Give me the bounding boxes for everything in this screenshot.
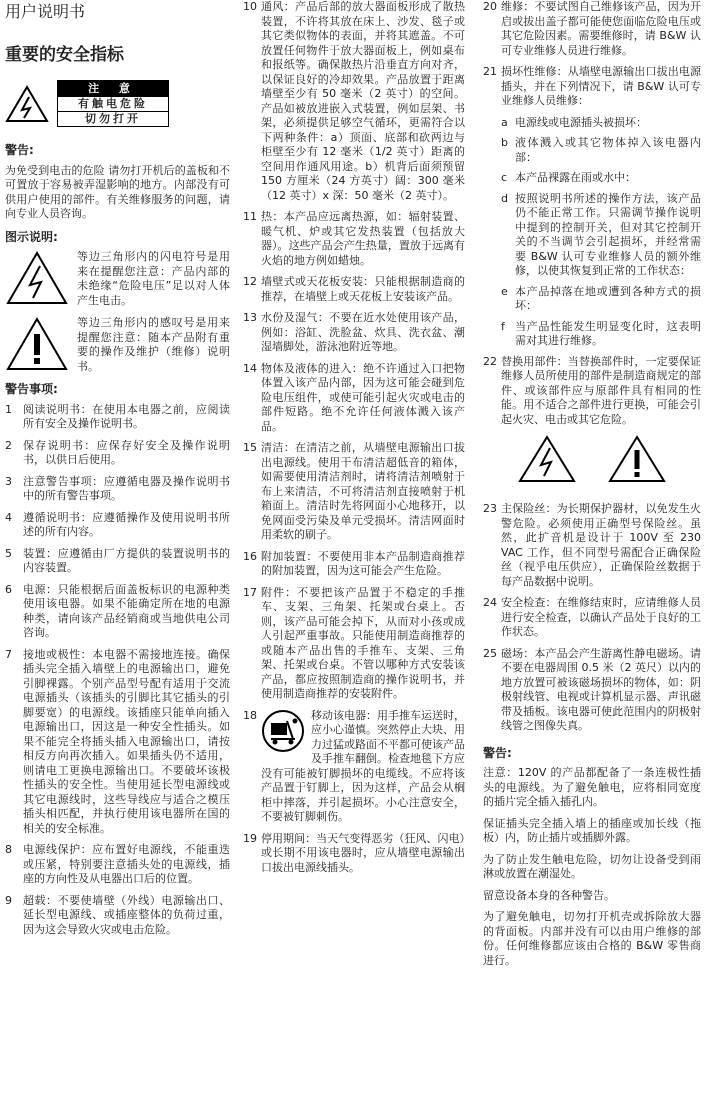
list-item <box>5 894 230 938</box>
exclamation-triangle-icon <box>5 316 69 372</box>
item-text: 遵循说明书：应遵循操作及使用说明书所述的所有内容。 <box>23 510 230 538</box>
item-number: 16 <box>243 549 257 563</box>
item-number: 24 <box>483 596 497 609</box>
list-item <box>5 439 230 468</box>
list-item <box>243 550 465 579</box>
item-text: 物体及液体的进入：绝不许通过入口把物体置入该产品内部，因为这可能会碰到危险电压组件，或使可能引起火灾或电击的部件短路。绝不允许任何液体溅入该产品。 <box>261 361 465 433</box>
list-item <box>483 647 701 734</box>
list-item <box>243 210 465 268</box>
item-number: 23 <box>483 502 497 515</box>
item-number: 15 <box>243 441 257 454</box>
list-item <box>5 843 230 887</box>
item-text: 电源：只能根据后面盖板标识的电源种类使用该电器。如果不能确定所在地的电源种类，请向该产品经销商或当地供电公司咨询。 <box>23 582 230 639</box>
item-number: 8 <box>5 843 12 856</box>
list-item <box>5 511 230 540</box>
warning-paragraph: 保证插头完全插入墙上的插座或加长线（拖板）内，防止插片或插脚外露。 <box>483 816 701 844</box>
list-item <box>5 403 230 432</box>
sub-letter: d <box>501 191 508 205</box>
item-text: 通风：产品后部的放大器面板形成了散热装置，不许将其放在床上、沙发、毯子或其它类似物体的表面，并将其遮盖。不可放置任何物件于放大器面板上，例如桌布和报纸等。确保散热片沿垂直方向对齐，以保证良好的冷却效果。产品放置于距离墙壁至少有 50 毫米（2 英寸）的空间。产品如被放进嵌入式装置，例如层架、书架，必须提供足够空气循环，更需符合以下两种条件：a）顶面、底部和砍两边与柜壁至少有 12 毫米（1/2 英寸）距离的空间用作通风用途。b）机背后面须预留 150 方厘米（24 方英寸）阔：300 毫米（12 英寸）x 深：50 毫米（2 英寸）。 <box>261 0 465 202</box>
item-number: 4 <box>5 510 12 524</box>
item-number: 11 <box>243 210 257 223</box>
item-text: 维修：不要试图自己维修该产品，因为开启或拔出盖子都可能使您面临危险电压或其它危险因素。需要维修时，请 B&W 认可专业维修人员进行维修。 <box>501 0 701 57</box>
item-number: 2 <box>5 438 12 452</box>
list-item <box>243 441 465 543</box>
sub-text: 液体溅入或其它物体掉入该电器内部： <box>515 136 701 164</box>
item-text: 损坏性维修：从墙壁电源输出口拔出电源插头，并在下列情况下，请 B&W 认可专业维修人员维修： <box>501 65 701 107</box>
column-3 <box>483 0 701 975</box>
sub-text: 电源线或电源插头被损坏： <box>515 115 647 129</box>
legend-lightning-text: 等边三角形内的闪电符号是用来在提醒您注意：产品内部的未绝缘“危险电压”足以对人体产生电击。 <box>77 250 230 307</box>
item-number: 6 <box>5 582 12 596</box>
item-number: 13 <box>243 311 257 324</box>
lightning-triangle-icon <box>517 434 577 484</box>
sub-letter: b <box>501 136 508 149</box>
warning-paragraph: 为了防止发生触电危险，切勿让设备受到雨淋或放置在潮湿处。 <box>483 852 701 880</box>
sub-item <box>501 320 701 349</box>
caution-label-box <box>57 80 169 127</box>
item-text: 注意警告事项：应遵循电器及操作说明书中的所有警告事项。 <box>23 474 230 502</box>
item-text: 主保险丝：为长期保护器材，以免发生火警危险。必须使用正确型号保险丝。虽然，此扩音机是设计于 100V 至 230 VAC 工作，但不同型号需配合正确保险丝（视乎电压供应），正确保险丝数据于每产品数据中说明。 <box>501 502 701 588</box>
list-item <box>243 311 465 355</box>
legend-heading: 图示说明: <box>5 229 58 244</box>
warning-heading: 警告: <box>483 745 512 760</box>
item-number: 9 <box>5 893 12 907</box>
legend-exclamation <box>5 316 230 374</box>
item-text: 停用期间：当天气变得恶劣（狂风、闪电）或长期不用该电器时，应从墙壁电源输出口拔出电源线插头。 <box>261 831 465 874</box>
list-item <box>5 475 230 504</box>
warning-paragraph: 为了避免触电，切勿打开机壳或拆除放大器的背面板。内部并没有可以由用户维修的部份。任何维修都应该由合格的 B&W 零售商进行。 <box>483 910 701 967</box>
warning-heading: 警告: <box>5 143 34 157</box>
item-number: 21 <box>483 65 497 78</box>
list-item <box>243 362 465 435</box>
item-text: 附加装置：不要使用非本产品制造商推荐的附加装置，因为这可能会产生危险。 <box>261 549 465 577</box>
item-number: 20 <box>483 0 497 13</box>
item-text: 热：本产品应远离热源，如：辐射装置、暖气机、炉或其它发热装置（包括放大器）。这些产品会产生热量，置放于远离有火焰的地方例如蜡烛。 <box>261 210 465 267</box>
item-number: 14 <box>243 361 257 375</box>
sub-text: 本产品裸露在雨或水中： <box>515 171 636 184</box>
item-text: 墙壁式或天花板安装：只能根据制造商的推荐，在墙壁上或天花板上安装该产品。 <box>261 275 465 303</box>
sub-item <box>501 171 701 186</box>
item-text: 附件：不要把该产品置于不稳定的手推车、支架、三角架、托架或台桌上。否则，该产品可能会掉下，从而对小孩或成人引起严重事故。只能使用制造商推荐的或随本产品出售的手推车、支架、三角架、托架或台桌。不管以哪种方式安装该产品，都应按照制造商的操作说明书，并使用制造商推荐的安装附件。 <box>261 585 465 700</box>
sub-letter: c <box>501 171 508 184</box>
exclamation-triangle-icon <box>607 434 667 484</box>
legend-lightning <box>5 250 230 308</box>
item-text: 保存说明书：应保存好安全及操作说明书，以供日后使用。 <box>23 438 230 466</box>
sub-item <box>501 136 701 165</box>
item-text: 磁场：本产品会产生游离性静电磁场。请不要在电器周围 0.5 米（2 英尺）以内的地方放置可被该磁场损坏的物体，如：阴极射线管、电视或计算机显示器、声讯磁带及插板。该电器可使此范围内的阴极射线管之图像失真。 <box>501 646 701 732</box>
item-text: 阅读说明书：在使用本电器之前，应阅读所有安全及操作说明书。 <box>23 402 230 430</box>
sub-item <box>501 192 701 279</box>
item-text: 水份及湿气：不要在近水处使用该产品，例如：浴缸、洗脸盆、炊具、洗衣盆、潮湿墙脚处，游泳池附近等地。 <box>261 311 465 353</box>
list-item <box>483 65 701 109</box>
document-title: 用户说明书 <box>5 2 86 21</box>
sub-item <box>501 285 701 314</box>
warning-symbols <box>483 434 701 484</box>
item-number: 17 <box>243 585 257 599</box>
column-1 <box>5 0 230 944</box>
sub-text: 按照说明书所述的操作方法，该产品仍不能正常工作。只需调节操作说明中提到的控制开关，但对其它控制开关的不当调节会引起损坏，并经常需要 B&W 认可专业维修人员的额外维修，以使其恢复到正常的工作状态： <box>515 191 701 277</box>
item-number: 5 <box>5 546 12 560</box>
item-number: 1 <box>5 402 12 416</box>
caution-block <box>5 80 230 127</box>
caution-line-2: 切勿打开 <box>58 111 168 126</box>
list-item <box>243 586 465 702</box>
list-item <box>483 355 701 428</box>
list-item <box>5 547 230 576</box>
lightning-triangle-icon <box>5 85 49 123</box>
page-heading: 重要的安全指标 <box>5 45 124 65</box>
caution-line-1: 有触电危险 <box>78 97 148 110</box>
warning-text: 为免受到电击的危险 请勿打开机后的盖板和不可置放于容易被弄湿影响的地方。内部没有可供用户使用的部件。有关维修服务的问题，请向专业人员咨询。 <box>5 163 230 220</box>
item-number: 18 <box>243 708 257 722</box>
lightning-triangle-icon <box>5 250 69 306</box>
item-text: 装置：应遵循由厂方提供的装置说明书的内容装置。 <box>23 546 230 574</box>
item-text: 替换用部件：当替换部件时，一定要保证维修人员所使用的部件是制造商规定的部件、或该部件应与原部件具有相同的性能。用不适合之部件进行更换，可能会引起火灾、电击或其它危险。 <box>501 354 701 426</box>
cart-warning-icon <box>261 709 305 753</box>
item-text: 超载：不要使墙壁（外线）电源输出口、延长型电源线、或插座整体的负荷过重，因为这会导致火灾或电击危险。 <box>23 893 230 936</box>
item-number: 22 <box>483 354 497 368</box>
sub-letter: e <box>501 284 508 298</box>
list-item <box>483 596 701 640</box>
sub-text: 本产品掉落在地或遭到各种方式的损坏： <box>515 284 701 312</box>
legend-exclamation-text: 等边三角形内的感叹号是用来提醒您注意：随本产品附有重要的操作及维护（维修）说明书。 <box>77 316 230 373</box>
sub-letter: a <box>501 115 508 129</box>
item-number: 10 <box>243 0 257 13</box>
list-item <box>5 648 230 837</box>
warning-paragraph: 留意设备本身的各种警告。 <box>483 888 615 902</box>
item-number: 25 <box>483 646 497 660</box>
item-text: 电源线保护：应布置好电源线，不能重迭或压紧，特别要注意插头处的电源线，插座的方向性及从电器出口后的位置。 <box>23 843 230 885</box>
list-item <box>5 583 230 641</box>
list-item <box>243 709 465 825</box>
notes-heading: 警告事项: <box>5 382 58 396</box>
list-item <box>243 0 465 203</box>
item-text: 清洁：在清洁之前，从墙壁电源输出口拔出电源线。使用干布清洁超低音的箱体，如需要使用清洁剂时，请将清洁剂喷射于布上来清洁，不可将清洁剂直接喷射于机箱面上。清洁时先将网面小心地移开，以免网面受污染及单元受损坏。清洁网面时用柔软的刷子。 <box>261 441 465 541</box>
column-2 <box>243 0 465 882</box>
list-item <box>243 275 465 304</box>
sub-letter: f <box>501 319 505 333</box>
item-text: 接地或极性：本电器不需接地连接。确保插头完全插入墙壁上的电源输出口，避免引脚裸露。个别产品型号配有适用于交流电源插头（该插头的引脚比其它插头的引脚要宽）的电源线。该插座只能单向插入电源输出口，因这是一种安全性插头。如果不能完全将插头插入电源输出口，请按相反方向再次插入。如果插头仍不适用，则请电工更换电源输出口。不要破坏该极性插头的安全性。当使用延长型电源线或其它电源线时，这些导线应与适合之模压插头相匹配，并执行使用该电器所在国的相关的安全标准。 <box>23 647 230 835</box>
list-item <box>243 832 465 876</box>
caution-label: 注 意 <box>58 81 168 97</box>
item-number: 12 <box>243 275 257 288</box>
item-text: 安全检查：在维修结束时，应请维修人员进行安全检查，以确认产品处于良好的工作状态。 <box>501 596 701 638</box>
sub-text: 当产品性能发生明显变化时，这表明需对其进行维修。 <box>515 319 701 347</box>
sub-item <box>501 116 701 131</box>
item-number: 3 <box>5 474 12 488</box>
item-text: 移动该电器：用手推车运送时，应小心谨慎。突然停止大块、用力过猛或路面不平都可使该产品及手推车翻倒。检查地毯下方应没有可能被钉脚损坏的电缆线。不应将该产品置于钉脚上，因为这样，产品会从榈柜中摔落，并引起损坏。小心注意安全，不要被钉脚刺伤。 <box>261 708 465 823</box>
item-number: 19 <box>243 831 257 845</box>
item-number: 7 <box>5 647 12 661</box>
list-item <box>483 502 701 589</box>
warning-paragraph: 注意：120V 的产品都配备了一条连极性插头的电源线。为了避免触电，应将相同宽度的插片完全插入插孔内。 <box>483 766 701 808</box>
list-item <box>483 0 701 58</box>
